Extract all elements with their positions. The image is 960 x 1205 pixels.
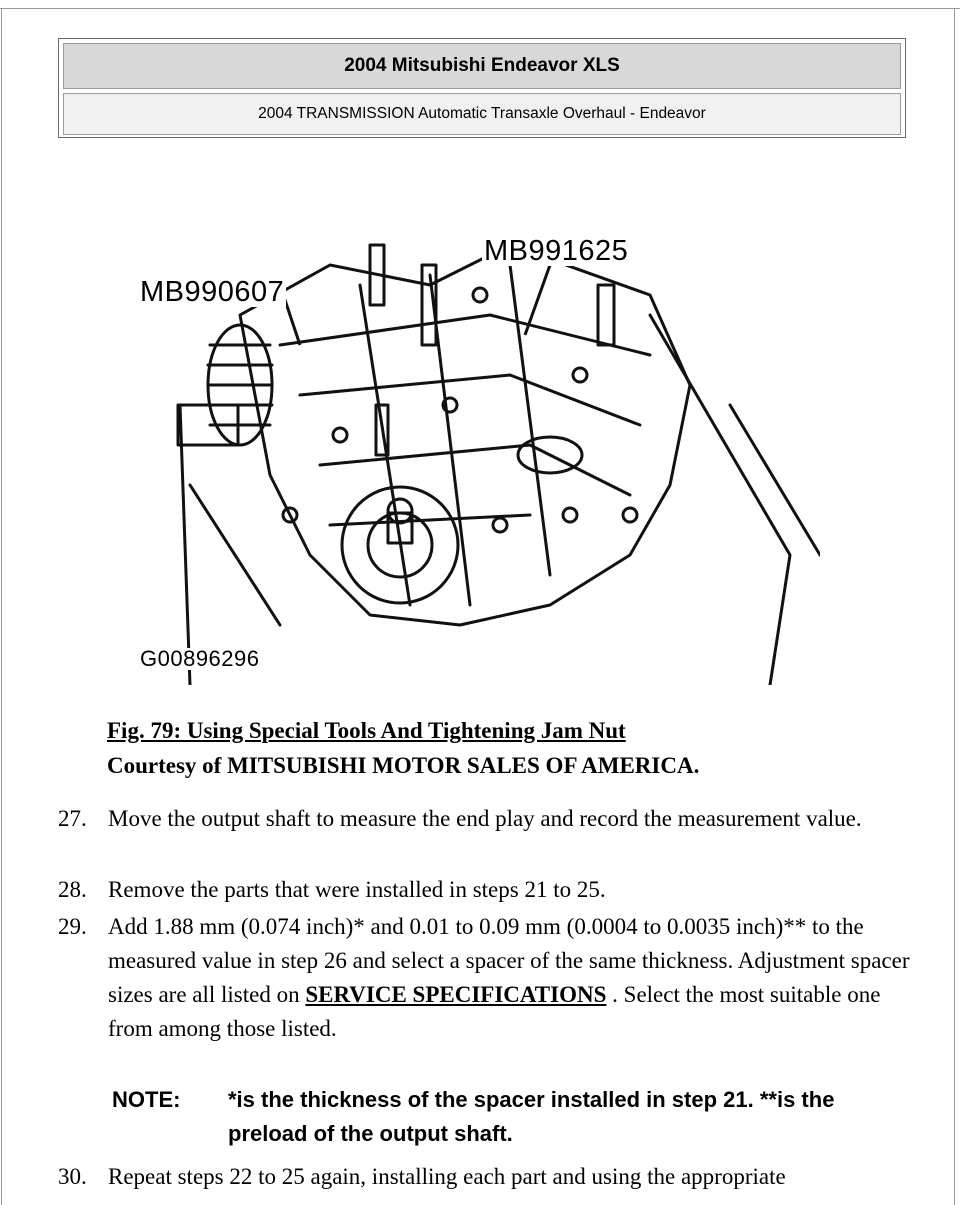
step-number: 29. xyxy=(58,914,87,939)
section-title: 2004 TRANSMISSION Automatic Transaxle Overhaul - Endeavor xyxy=(63,93,901,135)
graphic-id: G00896296 xyxy=(140,646,260,671)
step-number: 28. xyxy=(58,877,87,902)
step-27 xyxy=(58,802,918,836)
step-30 xyxy=(58,1160,918,1194)
note-box xyxy=(112,1083,912,1151)
step-28 xyxy=(58,873,918,907)
note-text: *is the thickness of the spacer installed in step 21. **is the preload of the output shaft. xyxy=(228,1087,835,1146)
step-text xyxy=(108,910,918,1046)
step-number: 27. xyxy=(58,806,87,831)
caption-title: Fig. 79: Using Special Tools And Tightening Jam Nut xyxy=(107,718,626,743)
step-text: Remove the parts that were installed in steps 21 to 25. xyxy=(108,877,606,902)
service-specifications-link[interactable]: SERVICE SPECIFICATIONS xyxy=(305,982,607,1007)
page-frame-right xyxy=(954,8,955,1205)
step-29 xyxy=(58,910,918,1046)
vehicle-title: 2004 Mitsubishi Endeavor XLS xyxy=(63,43,901,89)
step-text-part: . Select the most suitable one from among those listed. xyxy=(108,982,881,1041)
step-text: Move the output shaft to measure the end play and record the measurement value. xyxy=(108,806,862,831)
tool-label-mb991625: MB991625 xyxy=(484,235,629,267)
document-header xyxy=(58,38,906,138)
step-number: 30. xyxy=(58,1164,87,1189)
tool-label-mb990607: MB990607 xyxy=(140,276,285,308)
page-frame-left xyxy=(1,8,2,1205)
figure-illustration xyxy=(130,225,820,685)
step-text-part: Add 1.88 mm (0.074 inch)* and 0.01 to 0.09 mm (0.0004 to 0.0035 inch)** to the measured value in step 26 and select a spacer of the same thickness. Adjustment spacer sizes are all listed on xyxy=(108,914,910,1007)
figure-caption xyxy=(107,713,907,783)
page-frame-top xyxy=(0,8,960,9)
caption-credit: Courtesy of MITSUBISHI MOTOR SALES OF AMERICA. xyxy=(107,753,700,778)
step-text: Repeat steps 22 to 25 again, installing each part and using the appropriate xyxy=(108,1164,786,1189)
note-label: NOTE: xyxy=(112,1087,181,1112)
